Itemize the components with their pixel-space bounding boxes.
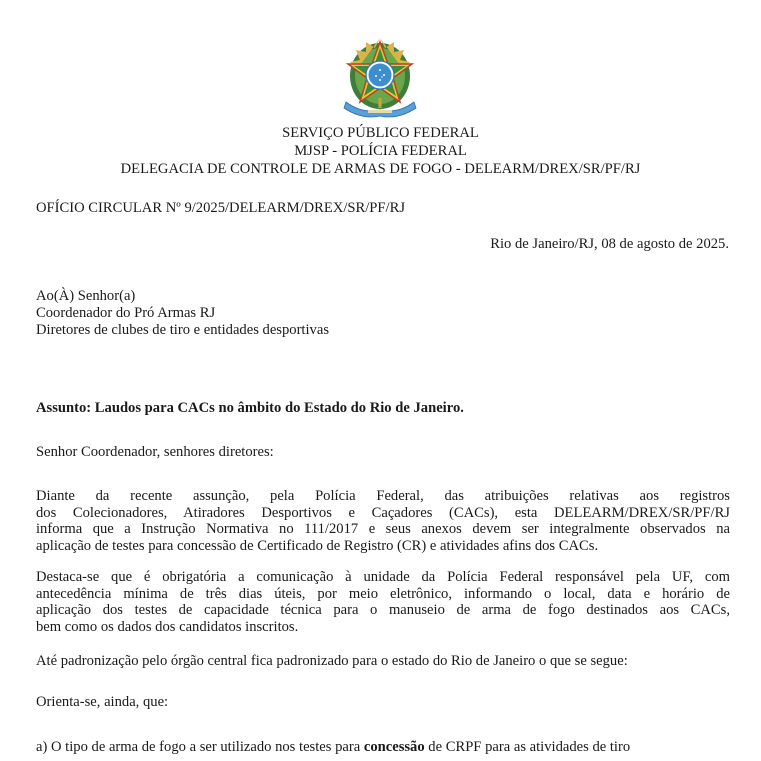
recipient-line: Ao(À) Senhor(a)	[36, 288, 136, 304]
paragraph-line: bem como os dados dos candidatos inscritos.	[36, 618, 299, 635]
paragraph-line: aplicação dos testes de capacidade técnica para o manuseio de arma de fogo destinados aos CACs,	[36, 602, 730, 619]
paragraph-line: dos Colecionadores, Atiradores Desportivos e Caçadores (CACs), esta DELEARM/DREX/SR/PF/RJ	[36, 504, 730, 521]
paragraph-communication	[36, 569, 730, 635]
item-a-suffix: de CRPF para as atividades de tiro	[424, 739, 631, 755]
brazil-coat-of-arms-icon	[338, 36, 422, 120]
item-a-prefix: a) O tipo de arma de fogo a ser utilizado nos testes para	[36, 739, 364, 755]
place-date: Rio de Janeiro/RJ, 08 de agosto de 2025.	[490, 236, 729, 252]
subject-line: Assunto: Laudos para CACs no âmbito do Estado do Rio de Janeiro.	[36, 400, 464, 416]
standardization-line: Até padronização pelo órgão central fica padronizado para o estado do Rio de Janeiro o que se segue:	[36, 653, 628, 669]
item-a-bold: concessão	[363, 739, 425, 755]
paragraph-intro	[36, 488, 730, 554]
paragraph-line: Diante da recente assunção, pela Polícia Federal, das atribuições relativas aos registros	[36, 488, 730, 504]
paragraph-line: aplicação de testes para concessão de Certificado de Registro (CR) e atividades afins dos CACs.	[36, 537, 599, 554]
salutation: Senhor Coordenador, senhores diretores:	[36, 444, 274, 460]
document-reference: OFÍCIO CIRCULAR Nº 9/2025/DELEARM/DREX/SR/PF/RJ	[36, 200, 406, 216]
paragraph-line: antecedência mínima de três dias úteis, por meio eletrônico, informando o local, data e horário de	[36, 585, 730, 602]
header-ministry: MJSP - POLÍCIA FEDERAL	[294, 143, 467, 159]
item-a	[36, 738, 630, 756]
recipient-line: Coordenador do Pró Armas RJ	[36, 305, 216, 321]
recipient-line: Diretores de clubes de tiro e entidades desportivas	[36, 322, 329, 338]
header-service: SERVIÇO PÚBLICO FEDERAL	[282, 125, 479, 141]
paragraph-line: informa que a Instrução Normativa no 111/2017 e seus anexos devem ser integralmente observados na	[36, 521, 730, 538]
paragraph-line: Destaca-se que é obrigatória a comunicação à unidade da Polícia Federal responsável pela UF, com	[36, 569, 730, 585]
guidance-intro: Orienta-se, ainda, que:	[36, 694, 169, 710]
header-delegacia: DELEGACIA DE CONTROLE DE ARMAS DE FOGO - DELEARM/DREX/SR/PF/RJ	[120, 161, 641, 177]
